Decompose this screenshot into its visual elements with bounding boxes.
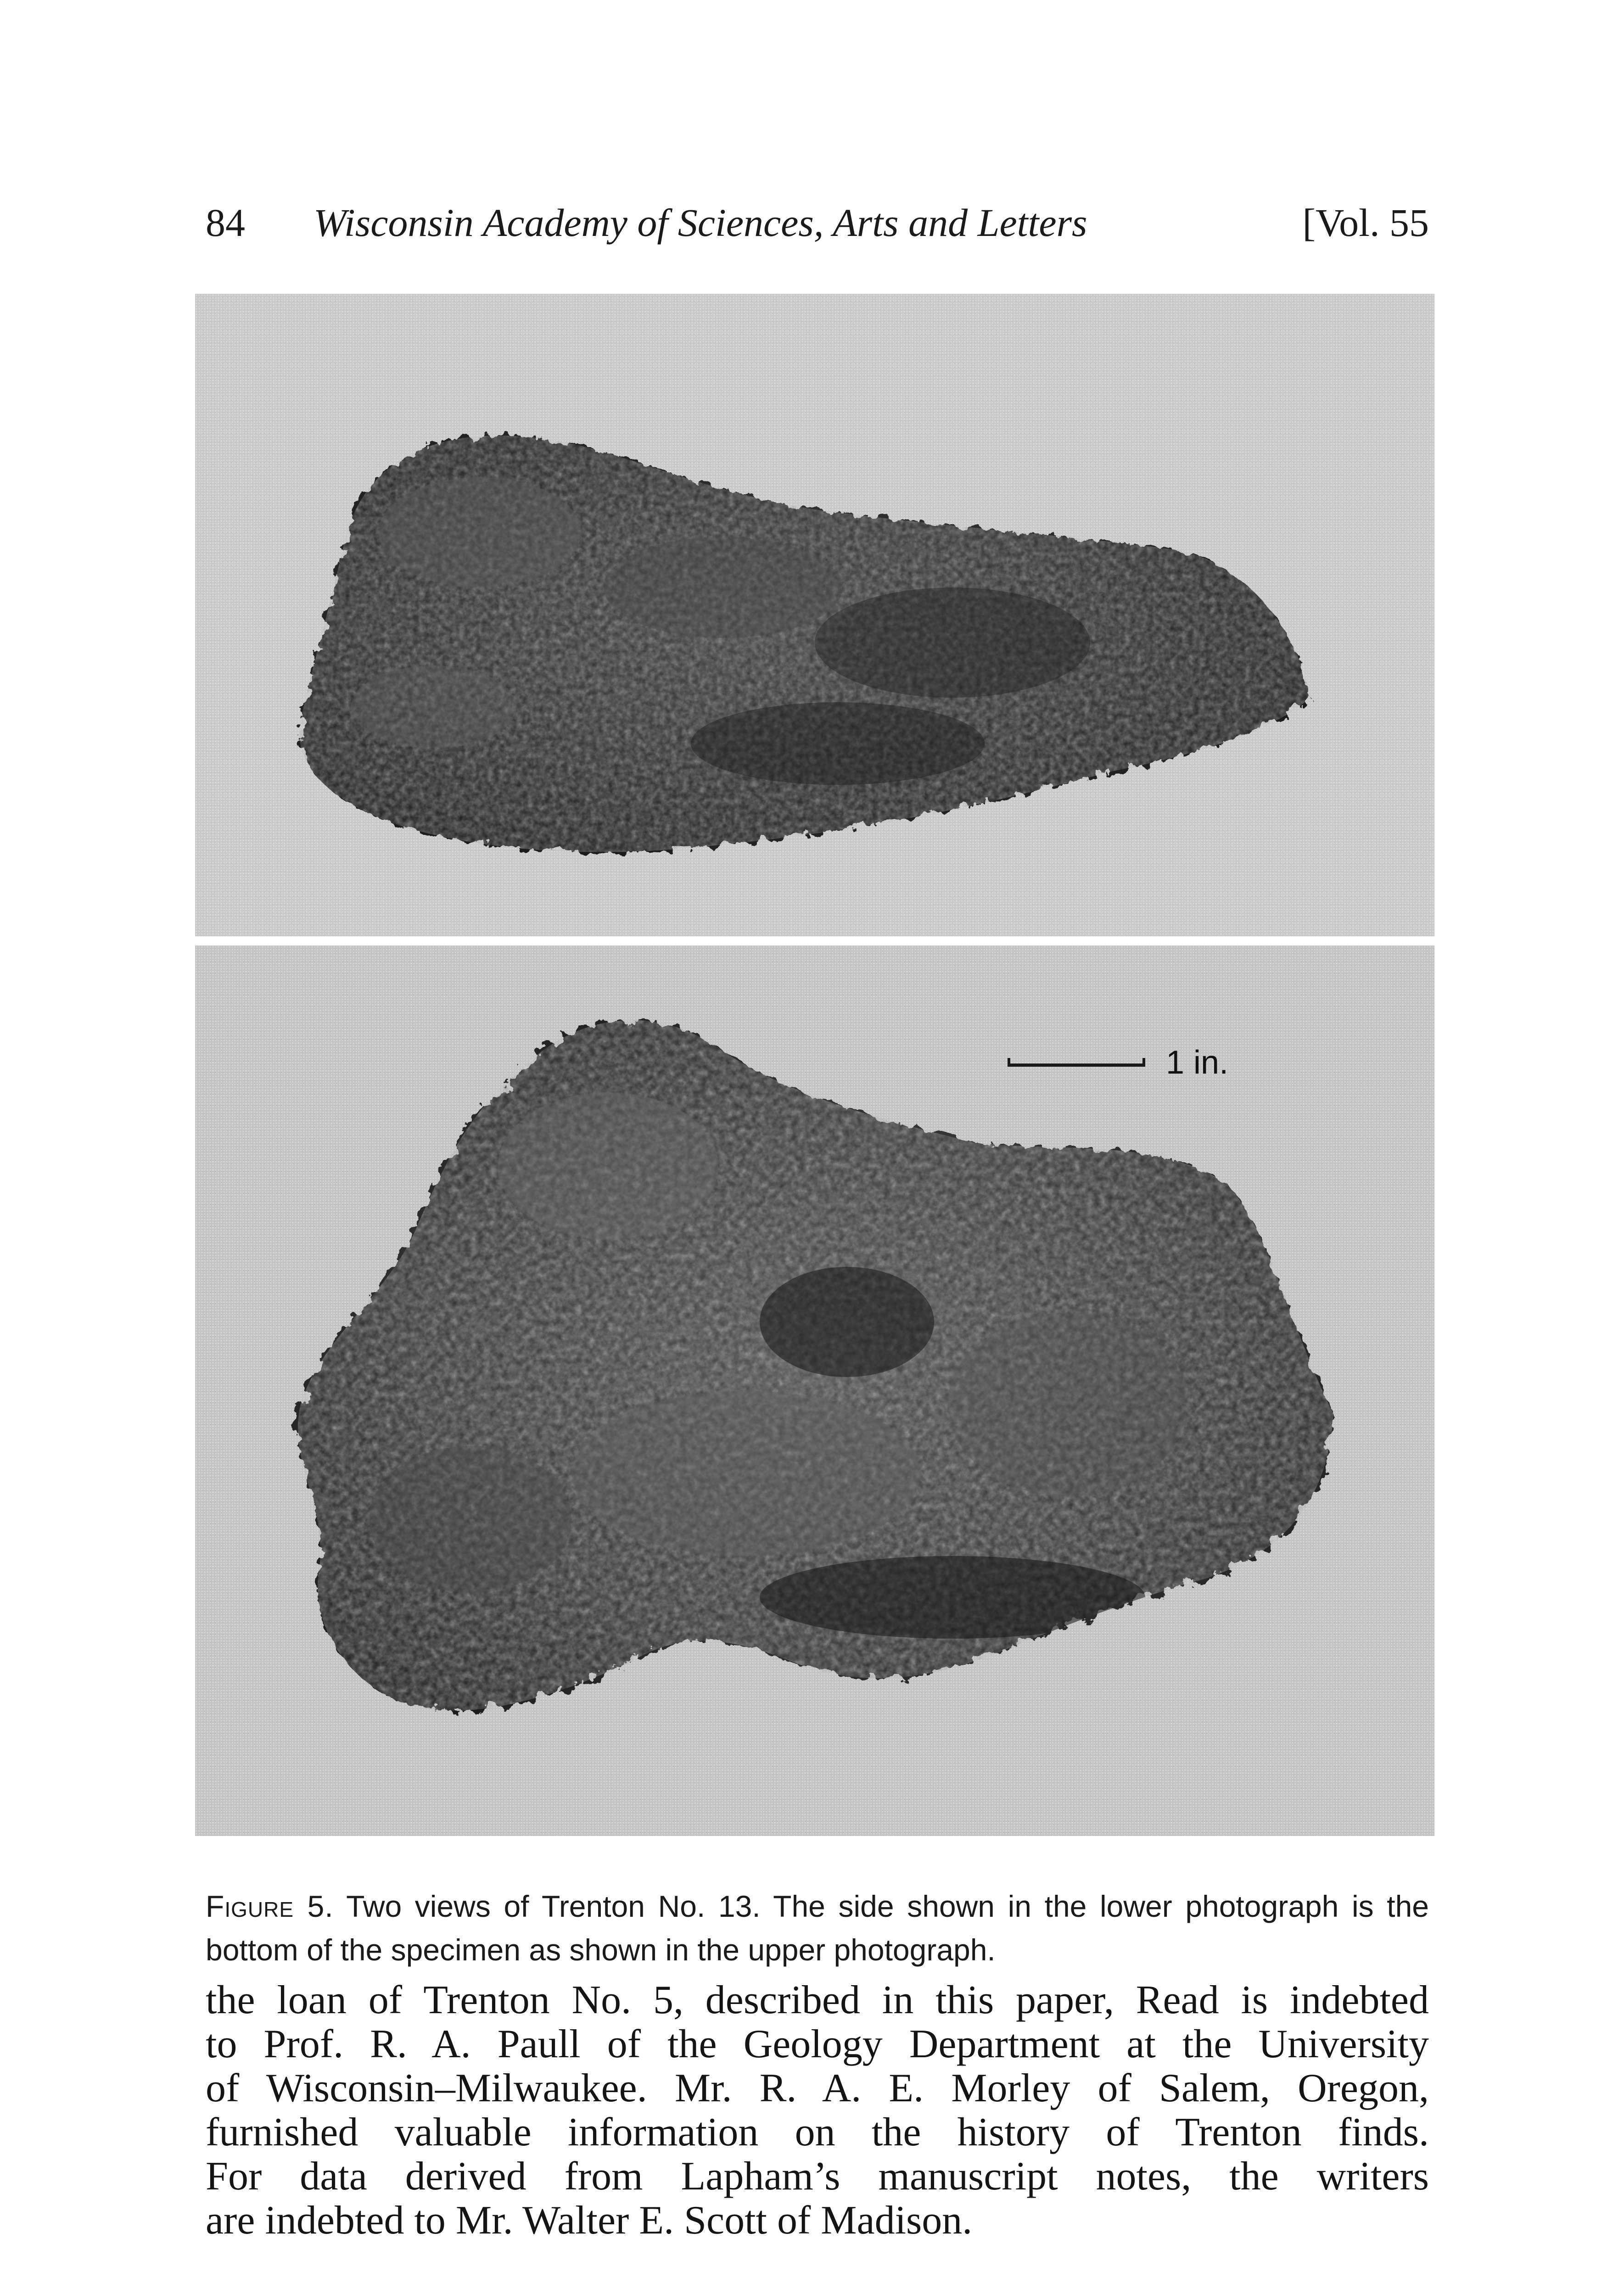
specimen-photo-upper <box>195 294 1434 936</box>
figure-5 <box>195 294 1434 1836</box>
journal-title: Wisconsin Academy of Sciences, Arts and Letters <box>314 201 1087 245</box>
scale-bar-tick-right <box>1142 1058 1145 1067</box>
figure-caption-label: Figure 5. <box>206 1889 334 1923</box>
body-line-3: of Wisconsin–Milwaukee. Mr. R. A. E. Morley of Salem, Oregon, <box>206 2066 1429 2110</box>
body-line-2: to Prof. R. A. Paull of the Geology Department at the University <box>206 2022 1429 2066</box>
scale-bar <box>1008 1040 1260 1090</box>
figure-caption <box>206 1885 1429 1972</box>
figure-caption-text: Two views of Trenton No. 13. The side shown in the lower photograph is the bottom of the specimen as shown in the upper photograph. <box>206 1889 1429 1967</box>
body-paragraph <box>206 1978 1429 2243</box>
running-head <box>206 197 1429 248</box>
scale-bar-line <box>1008 1064 1145 1067</box>
volume-label: [Vol. 55 <box>1302 201 1429 245</box>
meteorite-upper-view <box>195 294 1434 936</box>
body-line-1: the loan of Trenton No. 5, described in this paper, Read is indebted <box>206 1978 1429 2022</box>
page-number: 84 <box>206 201 245 245</box>
scale-bar-label: 1 in. <box>1166 1044 1229 1081</box>
body-line-4: furnished valuable information on the history of Trenton finds. <box>206 2110 1429 2155</box>
body-line-5: For data derived from Lapham’s manuscript notes, the writers <box>206 2154 1429 2199</box>
body-line-6: are indebted to Mr. Walter E. Scott of Madison. <box>206 2198 973 2243</box>
